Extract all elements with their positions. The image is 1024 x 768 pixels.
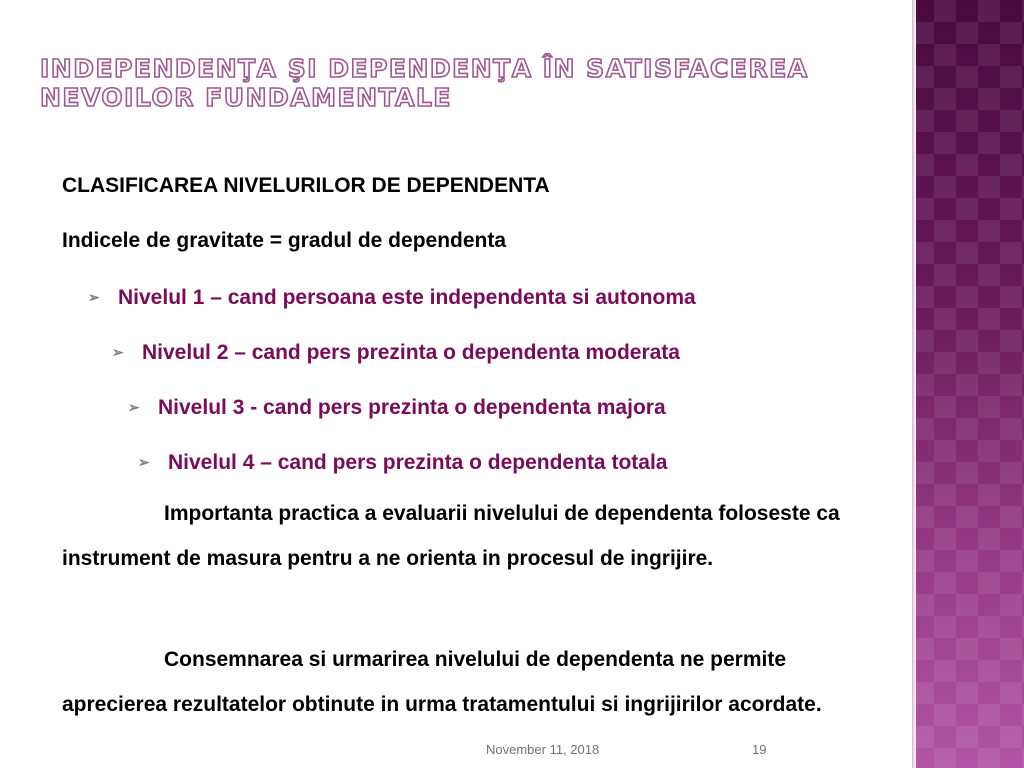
section-heading: CLASIFICAREA NIVELURILOR DE DEPENDENTA xyxy=(62,174,550,197)
footer-date: November 11, 2018 xyxy=(486,742,600,757)
side-panel-edge xyxy=(912,0,916,768)
level-text: Nivelul 2 – cand pers prezinta o dependenta moderata xyxy=(142,341,680,364)
arrow-bullet-icon: ➢ xyxy=(128,399,140,415)
page-number: 19 xyxy=(752,742,767,757)
level-text: Nivelul 4 – cand pers prezinta o dependenta totala xyxy=(168,451,668,474)
arrow-bullet-icon: ➢ xyxy=(138,454,150,470)
level-text: Nivelul 3 - cand pers prezinta o dependenta majora xyxy=(158,396,666,419)
level-item xyxy=(138,448,667,477)
level-item xyxy=(128,393,666,422)
decorative-side-panel xyxy=(912,0,1024,768)
level-item xyxy=(88,283,696,312)
slide-title: INDEPENDENŢA ŞI DEPENDENŢA ÎN SATISFACEREA NEVOILOR FUNDAMENTALE xyxy=(40,54,809,112)
arrow-bullet-icon: ➢ xyxy=(112,344,124,360)
paragraph-monitoring: Consemnarea si urmarirea nivelului de dependenta ne permite aprecierea rezultatelor obtinute in urma tratamentului si ingrijirilor acordate. xyxy=(62,648,822,716)
arrow-bullet-icon: ➢ xyxy=(88,289,100,305)
level-text: Nivelul 1 – cand persoana este independenta si autonoma xyxy=(118,286,696,309)
paragraph-practical-importance: Importanta practica a evaluarii nivelului de dependenta foloseste ca instrument de masura pentru a ne orienta in procesul de ingrijire. xyxy=(62,502,840,570)
index-definition: Indicele de gravitate = gradul de dependenta xyxy=(62,229,507,252)
level-item xyxy=(112,338,680,367)
